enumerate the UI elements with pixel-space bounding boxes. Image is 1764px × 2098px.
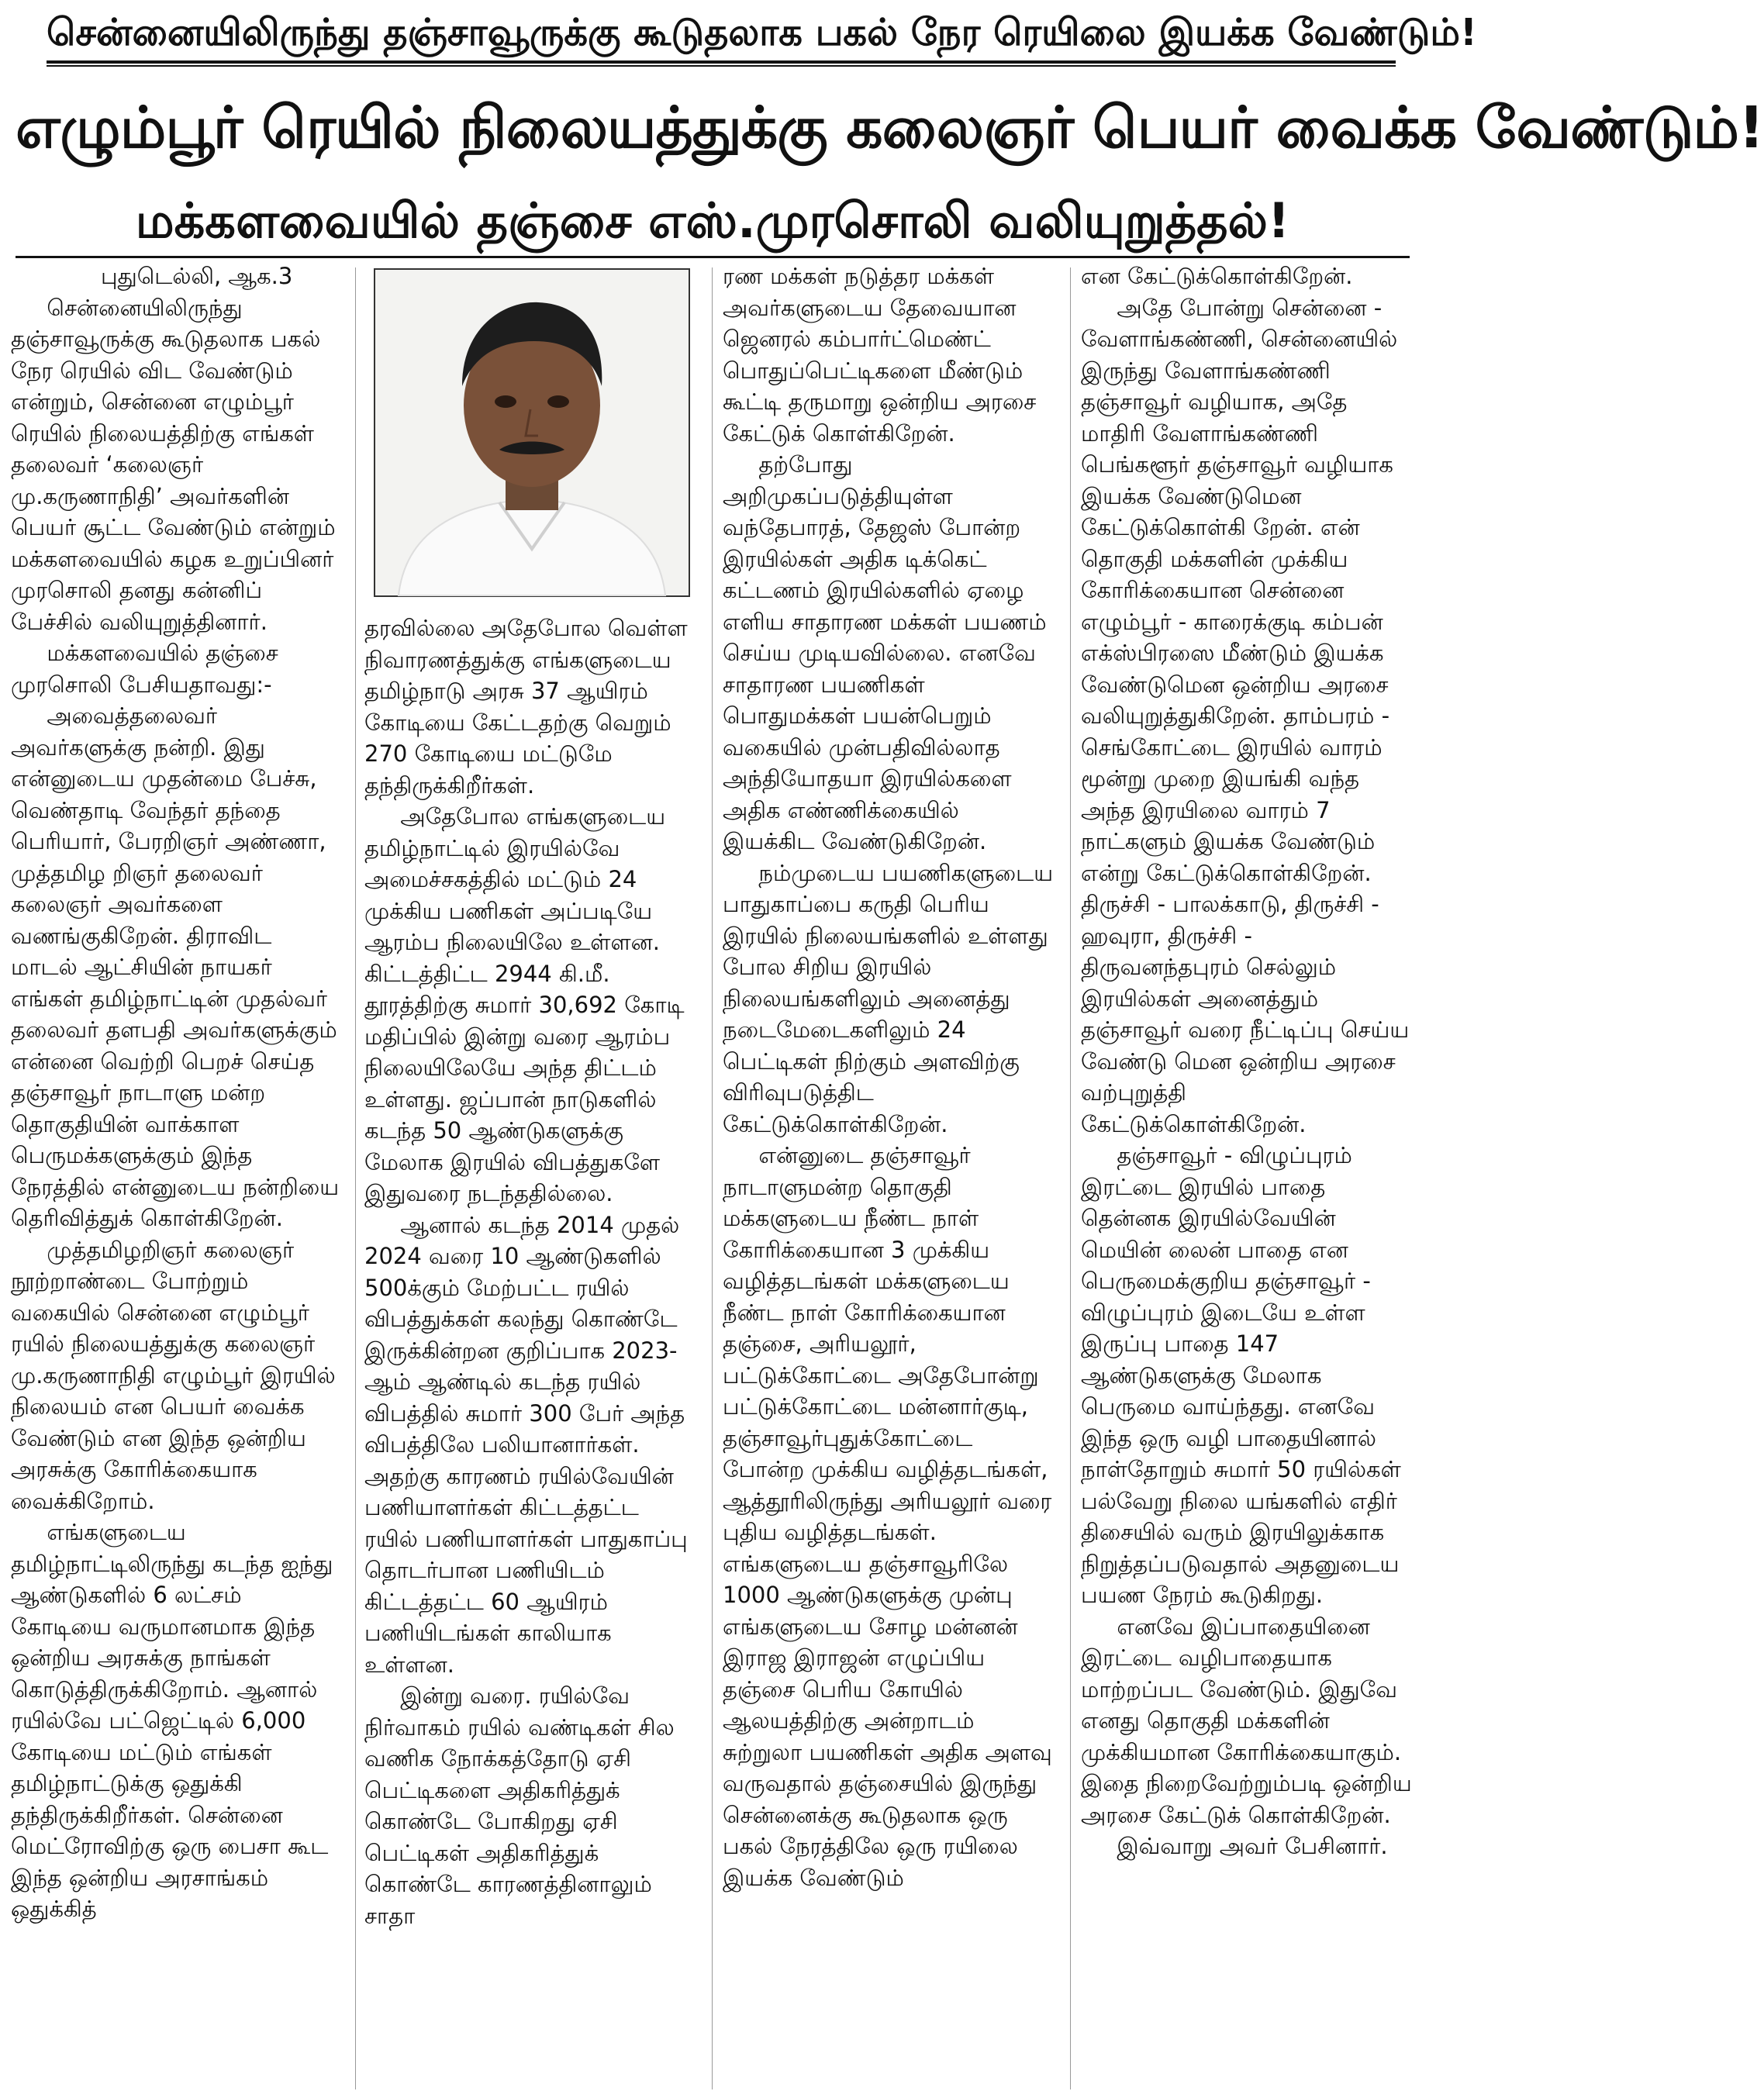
article-paragraph: ரண மக்கள் நடுத்தர மக்கள் அவர்களுடைய தேவையான ஜெனரல் கம்பார்ட்மெண்ட் பொதுப்பெட்டிகளை மீண்டும் கூட்டி தருமாறு ஒன்றிய அரசை கேட்டுக் கொள்கிறேன். bbox=[723, 263, 1037, 447]
header-rule bbox=[16, 256, 1410, 258]
article-paragraph: முத்தமிழறிஞர் கலைஞர் நூற்றாண்டை போற்றும் வகையில் சென்னை எழும்பூர் ரயில் நிலையத்துக்கு கலைஞர் மு.கருணாநிதி எழும்பூர் இரயில் நிலையம் என பெயர் வைக்க வேண்டும் என இந்த ஒன்றிய அரசுக்கு கோரிக்கையாக வைக்கிறோம். bbox=[11, 1236, 336, 1514]
article-paragraph: நம்முடைய பயணிகளுடைய பாதுகாப்பை கருதி பெரிய இரயில் நிலையங்களில் உள்ளது போல சிறிய இரயில் நிலையங்களிலும் அனைத்து நடைமேடைகளிலும் 24 பெட்டிகள் நிற்கும் அளவிற்கு விரிவுபடுத்திட கேட்டுக்கொள்கிறேன். bbox=[723, 859, 1054, 1137]
article-paragraph: சென்னையிலிருந்து தஞ்சாவூருக்கு கூடுதலாக பகல் நேர ரெயில் விட வேண்டும் என்றும், சென்னை எழும்பூர் ரெயில் நிலையத்திற்கு எங்கள் தலைவர் ‘கலைஞர் மு.கருணாநிதி’ அவர்களின் பெயர் சூட்ட வேண்டும் என்றும் மக்களவையில் கழக உறுப்பினர் முரசொலி தனது கன்னிப் பேச்சில் வலியுறுத்தினார். bbox=[11, 294, 336, 635]
article-paragraph: என கேட்டுக்கொள்கிறேன். bbox=[1081, 263, 1353, 289]
article-paragraph: எனவே இப்பாதையினை இரட்டை வழிபாதையாக மாற்றப்பட வேண்டும். இதுவே எனது தொகுதி மக்களின் முக்கியமான கோரிக்கையாகும். இதை நிறைவேற்றும்படி ஒன்றிய அரசை கேட்டுக் கொள்கிறேன். bbox=[1081, 1613, 1412, 1828]
portrait-illustration bbox=[375, 270, 689, 595]
article-column-4 bbox=[1081, 261, 1414, 2090]
article-column-1 bbox=[11, 261, 344, 2090]
article-paragraph: அதேபோல எங்களுடைய தமிழ்நாட்டில் இரயில்வே அமைச்சகத்தில் மட்டும் 24 முக்கிய பணிகள் அப்படியே ஆரம்ப நிலையிலே உள்ளன. கிட்டத்திட்ட 2944 கி.மீ. தூரத்திற்கு சுமார் 30,692 கோடி மதிப்பில் இன்று வரை ஆரம்ப நிலையிலேயே அந்த திட்டம் உள்ளது. ஜப்பான் நாடுகளில் கடந்த 50 ஆண்டுகளுக்கு மேலாக இரயில் விபத்துகளே இதுவரை நடந்ததில்லை. bbox=[364, 803, 685, 1206]
article-paragraph: இன்று வரை. ரயில்வே நிர்வாகம் ரயில் வண்டிகள் சில வணிக நோக்கத்தோடு ஏசி பெட்டிகளை அதிகரித்துக் கொண்டே போகிறது ஏசி பெட்டிகள் அதிகரித்துக் கொண்டே காரணத்தினாலும் சாதா bbox=[364, 1682, 675, 1929]
column-divider bbox=[712, 267, 713, 2089]
dateline: புதுடெல்லி, ஆக.3 bbox=[101, 263, 293, 289]
article-paragraph: தற்போது அறிமுகப்படுத்தியுள்ள வந்தேபாரத், தேஜஸ் போன்ற இரயில்கள் அதிக டிக்கெட் கட்டணம் இரயில்களில் ஏழை எளிய சாதாரண மக்கள் பயணம் செய்ய முடியவில்லை. எனவே சாதாரண பயணிகள் பொதுமக்கள் பயன்பெறும் வகையில் முன்பதிவில்லாத அந்தியோதயா இரயில்களை அதிக எண்ணிக்கையில் இயக்கிட வேண்டுகிறேன். bbox=[723, 451, 1047, 854]
article-paragraph: தரவில்லை அதேபோல வெள்ள நிவாரணத்துக்கு எங்களுடைய தமிழ்நாடு அரசு 37 ஆயிரம் கோடியை கேட்டதற்கு வெறும் 270 கோடியை மட்டுமே தந்திருக்கிறீர்கள். bbox=[364, 615, 688, 799]
column-divider bbox=[355, 267, 356, 2089]
article-paragraph: ஆனால் கடந்த 2014 முதல் 2024 வரை 10 ஆண்டுகளில் 500க்கும் மேற்பட்ட ரயில் விபத்துக்கள் கலந்து கொண்டே இருக்கின்றன குறிப்பாக 2023-ஆம் ஆண்டில் கடந்த ரயில் விபத்தில் சுமார் 300 பேர் அந்த விபத்திலே பலியானார்கள். அதற்கு காரணம் ரயில்வேயின் பணியாளர்கள் கிட்டத்தட்ட ரயில் பணியாளர்கள் பாதுகாப்பு தொடர்பான பணியிடம் கிட்டத்தட்ட 60 ஆயிரம் பணியிடங்கள் காலியாக உள்ளன. bbox=[364, 1211, 688, 1678]
article-paragraph: அதே போன்று சென்னை - வேளாங்கண்ணி, சென்னையில் இருந்து வேளாங்கண்ணி தஞ்சாவூர் வழியாக, அதே மாதிரி வேளாங்கண்ணி பெங்களூர் தஞ்சாவூர் வழியாக இயக்க வேண்டுமென கேட்டுக்கொள்கி றேன். என் தொகுதி மக்களின் முக்கிய கோரிக்கையான சென்னை எழும்பூர் - காரைக்குடி கம்பன் எக்ஸ்பிரஸை மீண்டும் இயக்க வேண்டுமென ஒன்றிய அரசை வலியுறுத்துகிறேன். தாம்பரம் - செங்கோட்டை இரயில் வாரம் மூன்று முறை இயங்கி வந்த அந்த இரயிலை வாரம் 7 நாட்களும் இயக்க வேண்டும் என்று கேட்டுக்கொள்கிறேன். திருச்சி - பாலக்காடு, திருச்சி - ஹவுரா, திருச்சி - திருவனந்தபுரம் செல்லும் இரயில்கள் அனைத்தும் தஞ்சாவூர் வரை நீட்டிப்பு செய்ய வேண்டு மென ஒன்றிய அரசை வற்புறுத்தி கேட்டுக்கொள்கிறேன். bbox=[1081, 294, 1410, 1137]
article-paragraph: மக்களவையில் தஞ்சை முரசொலி பேசியதாவது:- bbox=[11, 640, 278, 698]
sub-headline: மக்களவையில் தஞ்சை எஸ்.முரசொலி வலியுறுத்தல்! bbox=[135, 192, 1290, 249]
article-column-3 bbox=[723, 261, 1056, 2090]
main-headline: எழும்பூர் ரெயில் நிலையத்துக்கு கலைஞர் பெயர் வைக்க வேண்டும்! bbox=[16, 95, 1764, 161]
article-paragraph: அவைத்தலைவர் அவர்களுக்கு நன்றி. இது என்னுடைய முதன்மை பேச்சு, வெண்தாடி வேந்தர் தந்தை பெரியார், பேரறிஞர் அண்ணா, முத்தமிழ றிஞர் தலைவர் கலைஞர் அவர்களை வணங்குகிறேன். திராவிட மாடல் ஆட்சியின் நாயகர் எங்கள் தமிழ்நாட்டின் முதல்வர் தலைவர் தளபதி அவர்களுக்கும் என்னை வெற்றி பெறச் செய்த தஞ்சாவூர் நாடாளு மன்ற தொகுதியின் வாக்காள பெருமக்களுக்கும் இந்த நேரத்தில் என்னுடைய நன்றியை தெரிவித்துக் கொள்கிறேன். bbox=[11, 702, 340, 1231]
kicker-headline: சென்னையிலிருந்து தஞ்சாவூருக்கு கூடுதலாக பகல் நேர ரெயிலை இயக்க வேண்டும்! bbox=[47, 5, 1396, 64]
article-column-2 bbox=[364, 612, 698, 2090]
column-divider bbox=[1070, 267, 1071, 2089]
portrait-photo bbox=[374, 268, 690, 597]
article-paragraph: என்னுடை தஞ்சாவூர் நாடாளுமன்ற தொகுதி மக்களுடைய நீண்ட நாள் கோரிக்கையான 3 முக்கிய வழித்தடங்கள் மக்களுடைய நீண்ட நாள் கோரிக்கையான தஞ்சை, அரியலூர், பட்டுக்கோட்டை அதேபோன்று பட்டுக்கோட்டை மன்னார்குடி, தஞ்சாவூர்புதுக்கோட்டை போன்ற முக்கிய வழித்தடங்கள், ஆத்தூரிலிருந்து அரியலூர் வரை புதிய வழித்தடங்கள். எங்களுடைய தஞ்சாவூரிலே 1000 ஆண்டுகளுக்கு முன்பு எங்களுடைய சோழ மன்னன் இராஜ இராஜன் எழுப்பிய தஞ்சை பெரிய கோயில் ஆலயத்திற்கு அன்றாடம் சுற்றுலா பயணிகள் அதிக அளவு வருவதால் தஞ்சையில் இருந்து சென்னைக்கு கூடுதலாக ஒரு பகல் நேரத்திலே ஒரு ரயிலை இயக்க வேண்டும் bbox=[723, 1142, 1052, 1891]
article-paragraph: தஞ்சாவூர் - விழுப்புரம் இரட்டை இரயில் பாதை தென்னக இரயில்வேயின் மெயின் லைன் பாதை என பெருமைக்குறிய தஞ்சாவூர் - விழுப்புரம் இடையே உள்ள இருப்பு பாதை 147 ஆண்டுகளுக்கு மேலாக பெருமை வாய்ந்தது. எனவே இந்த ஒரு வழி பாதையினால் நாள்தோறும் சுமார் 50 ரயில்கள் பல்வேறு நிலை யங்களில் எதிர் திசையில் வரும் இரயிலுக்காக நிறுத்தப்படுவதால் அதனுடைய பயண நேரம் கூடுகிறது. bbox=[1081, 1142, 1401, 1608]
kicker-rule bbox=[47, 65, 1396, 67]
article-paragraph: இவ்வாறு அவர் பேசினார். bbox=[1117, 1833, 1388, 1859]
article-paragraph: எங்களுடைய தமிழ்நாட்டிலிருந்து கடந்த ஐந்து ஆண்டுகளில் 6 லட்சம் கோடியை வருமானமாக இந்த ஒன்றிய அரசுக்கு நாங்கள் கொடுத்திருக்கிறோம். ஆனால் ரயில்வே பட்ஜெட்டில் 6,000 கோடியை மட்டும் எங்கள் தமிழ்நாட்டுக்கு ஒதுக்கி தந்திருக்கிறீர்கள். சென்னை மெட்ரோவிற்கு ஒரு பைசா கூட இந்த ஒன்றிய அரசாங்கம் ஒதுக்கித் bbox=[11, 1519, 333, 1922]
